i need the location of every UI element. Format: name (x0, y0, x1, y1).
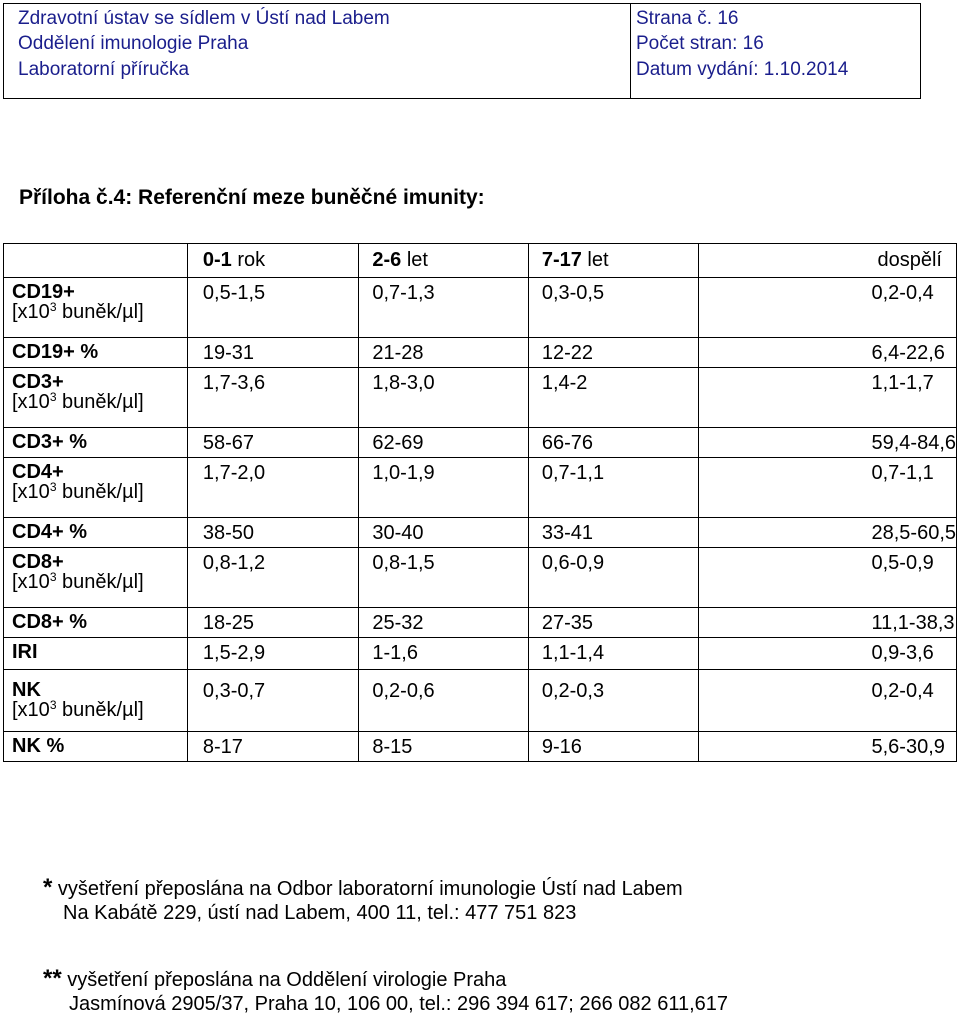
table-cell: 0,2-0,6 (359, 670, 528, 732)
header-divider (630, 4, 631, 98)
unit-label: [$x10^3$ buněk/µl] (12, 698, 144, 721)
row-label (4, 732, 188, 762)
unit-label: [$x10^3$ buněk/µl] (12, 570, 144, 593)
footnote-address: Na Kabátě 229, ústí nad Labem, 400 11, tel.: 477 751 823 (63, 902, 577, 924)
footnote-line: vyšetření přeposlána na Oddělení virologie Praha (61, 969, 507, 991)
footnote-address: Jasmínová 2905/37, Praha 10, 106 00, tel.: 296 394 617; 266 082 611,617 (69, 993, 729, 1015)
table-cell: 0,9-3,6 (699, 638, 957, 670)
row-label-text: CD19+ % (12, 341, 99, 363)
table-cell: 8-17 (187, 732, 358, 762)
table-cell: 0,5-0,9 (699, 548, 957, 608)
table-cell: 0,7-1,1 (528, 458, 699, 518)
table-row (4, 670, 957, 732)
table-cell: 58-67 (187, 428, 358, 458)
table-cell: 21-28 (359, 338, 528, 368)
row-label (4, 338, 188, 368)
table-cell: 1,8-3,0 (359, 368, 528, 428)
table-cell: 38-50 (187, 518, 358, 548)
table-cell: 1,4-2 (528, 368, 699, 428)
table-row (4, 608, 957, 638)
header-page-count: Počet stran: 16 (636, 33, 764, 54)
row-label-text: CD8+ % (12, 611, 88, 633)
table-cell: 25-32 (359, 608, 528, 638)
table-cell: 0,6-0,9 (528, 548, 699, 608)
table-cell: 62-69 (359, 428, 528, 458)
row-label (4, 670, 188, 732)
row-label (4, 608, 188, 638)
table-row (4, 338, 957, 368)
row-label-text: CD4+ % (12, 521, 88, 543)
table-cell: 0,8-1,5 (359, 548, 528, 608)
footnote (43, 967, 728, 1016)
column-header: 7-17 let (528, 244, 699, 278)
table-row (4, 518, 957, 548)
unit-label: [$x10^3$ buněk/µl] (12, 300, 144, 323)
table-cell: 0,8-1,2 (187, 548, 358, 608)
table-row (4, 548, 957, 608)
header-document-name: Laboratorní příručka (18, 59, 190, 80)
page-title: Příloha č.4: Referenční meze buněčné imunity: (19, 186, 485, 209)
table-cell: 5,6-30,9 (699, 732, 957, 762)
row-label-text: CD8+ (12, 551, 64, 573)
table-cell: 12-22 (528, 338, 699, 368)
table-cell: 0,7-1,1 (699, 458, 957, 518)
table-cell: 1,1-1,7 (699, 368, 957, 428)
table-cell: 59,4-84,6 (699, 428, 957, 458)
table-cell: 18-25 (187, 608, 358, 638)
row-label (4, 518, 188, 548)
unit-label: [$x10^3$ buněk/µl] (12, 390, 144, 413)
table-cell: 1,7-2,0 (187, 458, 358, 518)
table-cell: 0,2-0,3 (528, 670, 699, 732)
table-cell: 11,1-38,3 (699, 608, 957, 638)
row-label-text: IRI (12, 641, 38, 663)
table-cell: 1,1-1,4 (528, 638, 699, 670)
footnote (43, 876, 683, 925)
row-label (4, 278, 188, 338)
row-label-text: CD19+ (12, 281, 75, 303)
table-cell: 8-15 (359, 732, 528, 762)
table-cell: 6,4-22,6 (699, 338, 957, 368)
table-cell: 0,5-1,5 (187, 278, 358, 338)
table-cell: 28,5-60,5 (699, 518, 957, 548)
row-label-text: CD3+ (12, 371, 64, 393)
row-label-text: CD3+ % (12, 431, 88, 453)
unit-label: [$x10^3$ buněk/µl] (12, 480, 144, 503)
table-row (4, 428, 957, 458)
table-row (4, 638, 957, 670)
row-label-text: NK (12, 679, 41, 701)
table-header-row (4, 244, 957, 278)
column-header: 2-6 let (359, 244, 528, 278)
table-cell: 9-16 (528, 732, 699, 762)
header-department: Oddělení imunologie Praha (18, 33, 249, 54)
row-label (4, 458, 188, 518)
table-row (4, 278, 957, 338)
table-cell: 66-76 (528, 428, 699, 458)
row-label (4, 428, 188, 458)
table-row (4, 732, 957, 762)
column-header: 0-1 rok (187, 244, 358, 278)
table-cell: 0,2-0,4 (699, 278, 957, 338)
footnote-mark: ** (43, 965, 62, 992)
column-header: dospělí (699, 244, 957, 278)
table-cell: 0,7-1,3 (359, 278, 528, 338)
row-label (4, 548, 188, 608)
table-cell: 1,7-3,6 (187, 368, 358, 428)
table-cell: 27-35 (528, 608, 699, 638)
header-page-number: Strana č. 16 (636, 8, 739, 29)
table-cell: 33-41 (528, 518, 699, 548)
row-label (4, 638, 188, 670)
table-cell: 19-31 (187, 338, 358, 368)
header-institution: Zdravotní ústav se sídlem v Ústí nad Labem (18, 8, 390, 29)
row-label (4, 368, 188, 428)
document-header (3, 3, 921, 99)
table-row (4, 368, 957, 428)
table-cell: 1,5-2,9 (187, 638, 358, 670)
row-label-text: NK % (12, 735, 65, 757)
table-cell: 0,3-0,5 (528, 278, 699, 338)
table-row (4, 458, 957, 518)
table-cell: 1-1,6 (359, 638, 528, 670)
table-cell: 30-40 (359, 518, 528, 548)
row-label-text: CD4+ (12, 461, 64, 483)
footnote-mark: * (43, 874, 53, 901)
table-cell: 0,3-0,7 (187, 670, 358, 732)
table-cell: 0,2-0,4 (699, 670, 957, 732)
header-issue-date: Datum vydání: 1.10.2014 (636, 59, 849, 80)
table-cell: 1,0-1,9 (359, 458, 528, 518)
table-corner-cell (4, 244, 188, 278)
footnote-line: vyšetření přeposlána na Odbor laboratorní imunologie Ústí nad Labem (52, 878, 683, 900)
reference-table (3, 243, 957, 762)
